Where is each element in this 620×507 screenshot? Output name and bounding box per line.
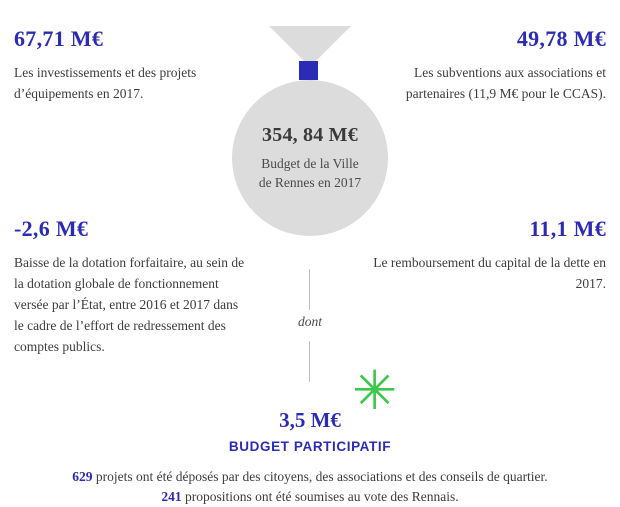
participatory-budget-block [0,408,620,507]
stat-endowment-value: -2,6 M€ [14,216,89,241]
participatory-budget-amount: 3,5 M€ [279,408,341,432]
funnel-shape [269,26,351,62]
connector-line-lower [309,341,310,382]
participatory-budget-line-1-text: projets ont été déposés par des citoyens, des associations et des conseils de quartier. [95,469,548,484]
connector-label-dont: dont [297,314,322,329]
stat-investments [14,26,249,104]
participatory-budget-line-1 [0,467,620,487]
stat-subsidies [371,26,606,104]
total-budget-caption-line2: de Rennes en 2017 [258,175,362,190]
connector-line-upper [309,269,310,310]
total-budget-caption-line1: Budget de la Ville [261,156,359,171]
stat-subsidies-desc: Les subventions aux associations et partenaires (11,9 M€ pour le CCAS). [405,65,606,101]
participatory-budget-line-2 [0,487,620,507]
stat-debt-value: 11,1 M€ [529,216,606,241]
total-budget-amount: 354, 84 M€ [262,124,358,146]
stat-investments-desc: Les investissements et des projets d’équipements en 2017. [14,65,197,101]
stat-subsidies-value: 49,78 M€ [516,26,606,51]
participatory-budget-line-2-count: 241 [161,489,182,504]
stat-investments-value: 67,71 M€ [14,26,104,51]
stat-debt [371,216,606,294]
total-budget-caption [259,154,361,192]
participatory-budget-line-1-count: 629 [72,469,93,484]
participatory-budget-line-2-text: propositions ont été soumises au vote des Rennais. [184,489,459,504]
stat-endowment-desc: Baisse de la dotation forfaitaire, au sein de la dotation globale de fonctionnement versée par l’État, entre 2016 et 2017 dans le cadre de l’effort de redressement des comptes publics. [14,255,245,354]
stat-endowment [14,216,249,357]
funnel-square-marker [299,61,318,80]
asterisk-icon: ✳ [352,359,398,422]
total-budget-circle [232,80,388,236]
stat-debt-desc: Le remboursement du capital de la dette en 2017. [373,255,606,291]
participatory-budget-title: BUDGET PARTICIPATIF [228,439,392,454]
